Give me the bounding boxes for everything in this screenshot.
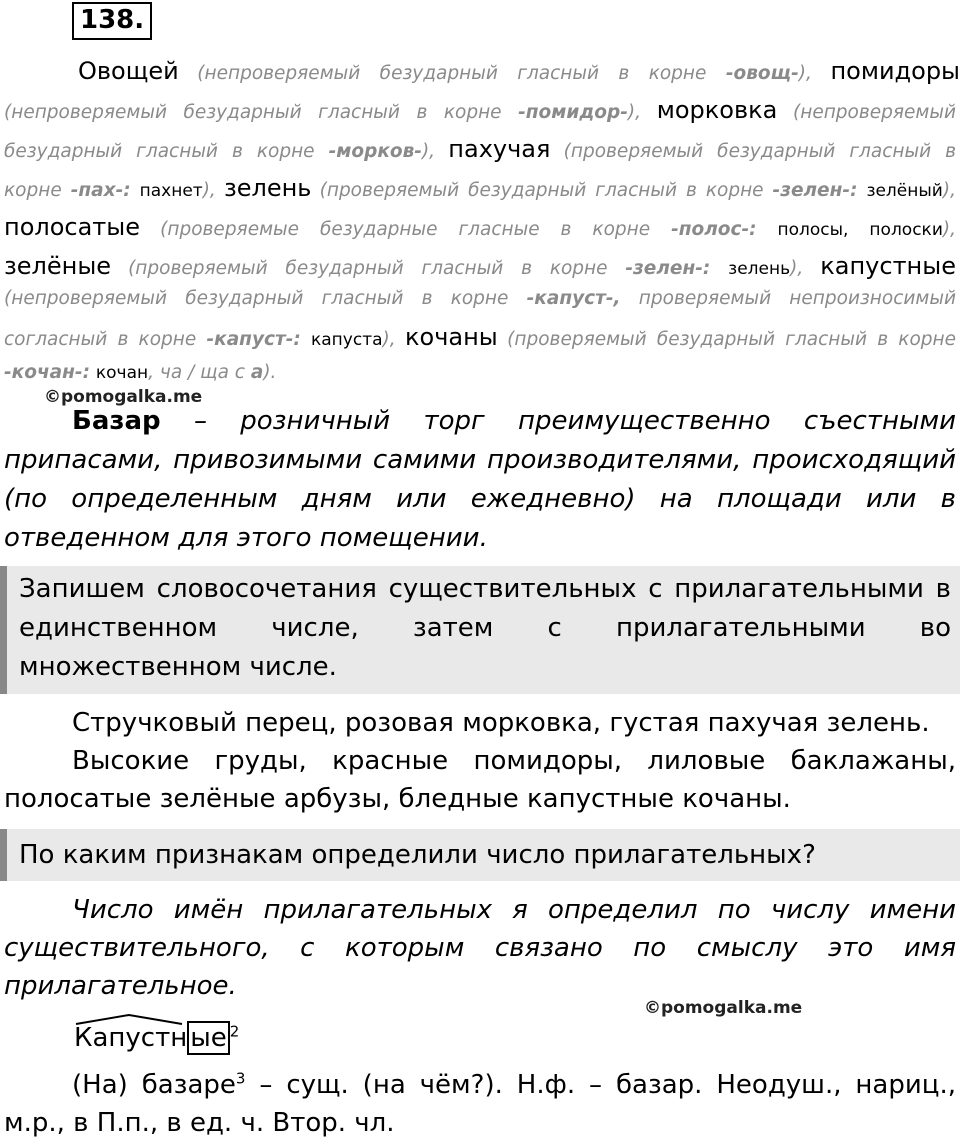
word-zelenye: зелёные xyxy=(4,252,112,280)
stem-mark-icon xyxy=(74,1012,184,1026)
word-zelen: зелень xyxy=(223,174,312,202)
word-pakhuchaya: пахучая xyxy=(448,135,551,163)
watermark: ©pomogalka.me xyxy=(644,998,803,1018)
word-kapustnye: капустные xyxy=(820,252,956,280)
word-morkovka: морковка xyxy=(656,96,778,124)
task-box-1 xyxy=(0,566,960,694)
analysis-line-9: -кочан-: кочан, ча / ща с а). xyxy=(4,362,277,383)
definition-text: – розничный торг преимущественно съестными припасами, привозимыми самими производителями, происходящий (по определенным дням или ежедневно) на площади или в отведенном для этого помещении. xyxy=(4,406,956,553)
word-stem: Капустн xyxy=(74,1018,187,1058)
word-kochany: кочаны xyxy=(405,323,498,351)
word-ending: ые xyxy=(187,1021,230,1055)
analysis-line-6: зелёные (проверяемый безударный гласный в корне -зелен-: зелень), капустные xyxy=(4,252,956,280)
word-polosatye: полосатые xyxy=(4,213,140,241)
exercise-number: 138. xyxy=(72,2,152,40)
analysis-line-8: согласный в корне -капуст-: капуста), кочаны (проверяемый безударный гласный в корне xyxy=(4,323,957,351)
parse-line: (На) базаре$^3$ – сущ. (на чём?). Н.ф. – базар. Неодуш., нариц., м.р., в П.п., в ед. ч. Втор. чл. xyxy=(4,1069,956,1138)
note: (непроверяемый безударный гласный в корне -овощ-), xyxy=(197,63,812,84)
answer-1b: Высокие груды, красные помидоры, лиловые баклажаны, полосатые зелёные арбузы, бледные капустные кочаны. xyxy=(4,746,956,814)
task-1-text: Запишем словосочетания существительных с прилагательными в единственном числе, затем с прилагательными во множественном числе. xyxy=(19,574,951,682)
word-ovoshchey: Овощей xyxy=(78,57,179,85)
analysis-line-3: безударный гласный в корне -морков-), пахучая (проверяемый безударный гласный в xyxy=(4,135,957,163)
analysis-line-2: (непроверяемый безударный гласный в корне -помидор-), морковка (непроверяемый xyxy=(4,96,956,124)
task-box-2 xyxy=(0,829,960,881)
analysis-line-1 xyxy=(4,52,960,90)
answer-1a: Стручковый перец, розовая морковка, густая пахучая зелень. xyxy=(72,708,930,738)
analysis-line-4: корне -пах-: пахнет), зелень (проверяемый безударный гласный в корне -зелен-: зелёный), xyxy=(4,174,956,202)
answer-2: Число имён прилагательных я определил по числу имени существительного, с которым связано по смыслу это имя прилагательное. xyxy=(4,895,956,1001)
analysis-line-7: (непроверяемый безударный гласный в корне -капуст-, проверяемый непроизносимый xyxy=(4,288,956,309)
parse-word xyxy=(74,1018,239,1058)
word-pomidory: помидоры xyxy=(830,57,960,85)
definition-term: Базар xyxy=(72,406,161,436)
watermark: ©pomogalka.me xyxy=(44,387,203,407)
analysis-line-5: полосатые (проверяемые безударные гласные в корне -полос-: полосы, полоски), xyxy=(4,213,956,241)
definition xyxy=(4,402,956,558)
task-2-text: По каким признакам определили число прилагательных? xyxy=(19,840,816,870)
parse-index: 2 xyxy=(229,1022,240,1041)
